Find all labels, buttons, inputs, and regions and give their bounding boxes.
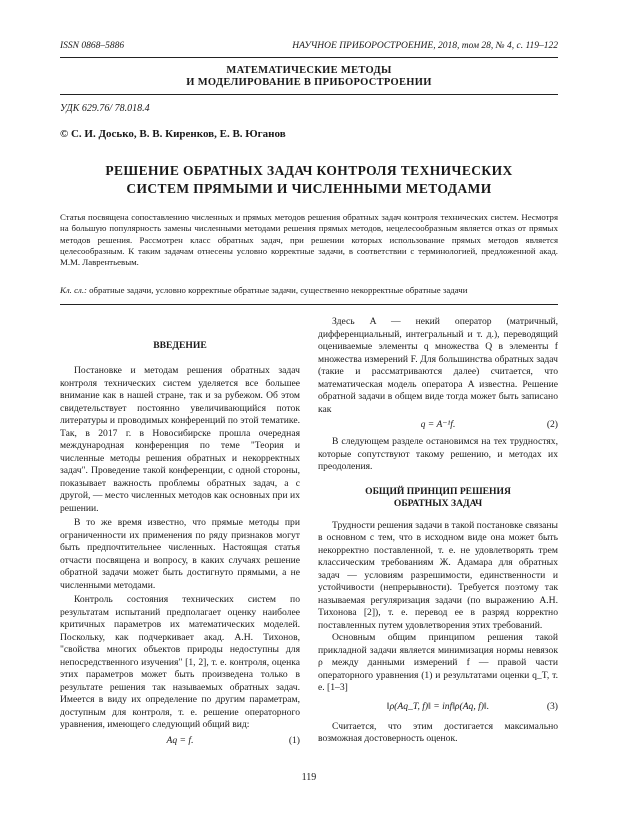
equation-2 bbox=[318, 416, 558, 436]
abstract: Статья посвящена сопоставлению численных и прямых методов решения обратных задач контроля технических систем. Несмотря на большую популярность замены численными методами решения прямых методов, нецелесообразным является отказ от прямых методов решения. Рассмотрен класс обратных задач, при решении которых использование прямых методов является целесообразным. К таким задачам отнесены условно корректные задачи, в соответствии с терминологией, предложенной акад. М.М. Лаврентьевым. bbox=[60, 212, 558, 268]
journal-reference: НАУЧНОЕ ПРИБОРОСТРОЕНИЕ, 2018, том 28, № 4, с. 119–122 bbox=[292, 41, 558, 51]
paragraph: Трудности решения задачи в такой постановке связаны в основном с тем, что в исходном виде она может быть некорректно поставленной, т. е. не удовлетворять трем классическим требованиям Ж. Адамара для обратных задач — условиям разрешимости, единственности и устойчивости (непрерывности). Требуется поэтому так называемая регуляризация задачи (по выражению А.Н. Тихонова [2]), т. е. перевод ее в разряд корректно поставленных путем удовлетворения этих требований. bbox=[318, 519, 558, 631]
paragraph: Контроль состояния технических систем по результатам испытаний предполагает оценку наиболее критичных параметров их математических моделей. Поскольку, как подчеркивает акад. А.Н. Тихонов, "свойства многих объектов природы недоступны для непосредственного изучения" [1, 2], т. е. контроля, оценка этих параметров может быть произведена только в результате решения так называемых обратных задач. Имеется в виду их определение по другим параметрам, доступным для контроля, т. е. решение операторного уравнения, имеющего следующий общий вид: bbox=[60, 594, 300, 730]
authors: © С. И. Досько, В. В. Киренков, Е. В. Юганов bbox=[60, 128, 286, 140]
header-rule-bottom bbox=[60, 94, 558, 95]
paragraph: Здесь A — некий оператор (матричный, дифференциальный, интегральный и т. д.), переводящий оцениваемые элементы q множества Q в элементы f множества измерений F. Для большинства обратных задач (такие и рассматриваются далее) считается, что математическая модель оператора A известна. Решение обратной задачи в общем виде тогда может быть записано как bbox=[318, 316, 558, 415]
keywords-text: обратные задачи, условно корректные обратные задачи, существенно некорректные обратные задачи bbox=[86, 285, 468, 295]
paragraph: В следующем разделе остановимся на тех трудностях, которые сопутствуют такому решению, и методах их преодоления. bbox=[318, 436, 558, 472]
equation-1-expression: Aq = f. bbox=[166, 734, 194, 746]
principle-heading-line2: ОБРАТНЫХ ЗАДАЧ bbox=[393, 497, 483, 509]
principle-heading bbox=[318, 486, 558, 510]
equation-2-number: (2) bbox=[546, 419, 558, 430]
header-rule-top bbox=[60, 57, 558, 58]
page-number: 119 bbox=[301, 772, 317, 783]
udk: УДК 629.76/ 78.018.4 bbox=[60, 103, 150, 114]
paragraph: Считается, что этим достигается максимально возможная достоверность оценок. bbox=[318, 720, 558, 744]
equation-3 bbox=[318, 695, 558, 721]
paragraph: Основным общим принципом решения такой прикладной задачи является минимизация нормы невязок ρ между данными измерений f — правой части операторного уравнения (1) и результатами оценки q_T, т. е. [1–3] bbox=[318, 632, 558, 693]
keywords-label: Кл. сл.: bbox=[60, 285, 87, 295]
equation-2-expression: q = A⁻¹f. bbox=[420, 419, 456, 430]
left-column bbox=[60, 340, 300, 752]
paragraph: Постановке и методам решения обратных задач контроля технических систем уделяется все большее внимание как в нашей стране, так и за рубежом. Об этом свидетельствует постоянно увеличивающийся поток литературы и проводимых конференций по этой тематике. Так, в 2017 г. в Новосибирске прошла очередная международная конференция по теме "Теория и численные методы решения обратных и некорректных задач". Проведение такой конференции, с одной стороны, показывает важность проблемы обратных задач, а с другой, — место численных методов как основных при их решении. bbox=[60, 365, 300, 514]
article-title-line1: РЕШЕНИЕ ОБРАТНЫХ ЗАДАЧ КОНТРОЛЯ ТЕХНИЧЕСКИХ bbox=[105, 163, 513, 178]
equation-1-number: (1) bbox=[288, 734, 300, 746]
right-column bbox=[318, 316, 558, 746]
abstract-rule bbox=[60, 304, 558, 305]
equation-1 bbox=[60, 732, 300, 752]
article-title-line2: СИСТЕМ ПРЯМЫМИ И ЧИСЛЕННЫМИ МЕТОДАМИ bbox=[126, 181, 492, 196]
keywords bbox=[60, 285, 558, 296]
section-title-line1: МАТЕМАТИЧЕСКИЕ МЕТОДЫ bbox=[226, 65, 392, 76]
intro-heading: ВВЕДЕНИЕ bbox=[153, 340, 207, 351]
section-title bbox=[0, 65, 618, 89]
article-title bbox=[0, 162, 618, 198]
equation-3-expression: ‖ρ(Aq_T, f)‖ = inf‖ρ(Aq, f)‖. bbox=[386, 700, 490, 712]
equation-3-number: (3) bbox=[546, 700, 558, 712]
principle-heading-line1: ОБЩИЙ ПРИНЦИП РЕШЕНИЯ bbox=[365, 485, 511, 497]
issn: ISSN 0868–5886 bbox=[60, 41, 125, 51]
section-title-line2: И МОДЕЛИРОВАНИЕ В ПРИБОРОСТРОЕНИИ bbox=[186, 77, 432, 88]
paragraph: В то же время известно, что прямые методы при ограниченности их применения по ряду признаков могут быть предпочтительнее численных. Настоящая статья отчасти посвящена и вопросу, в каких случаях решение обратной задачи может быть достигнуто прямыми, а не численными методами. bbox=[60, 517, 300, 591]
